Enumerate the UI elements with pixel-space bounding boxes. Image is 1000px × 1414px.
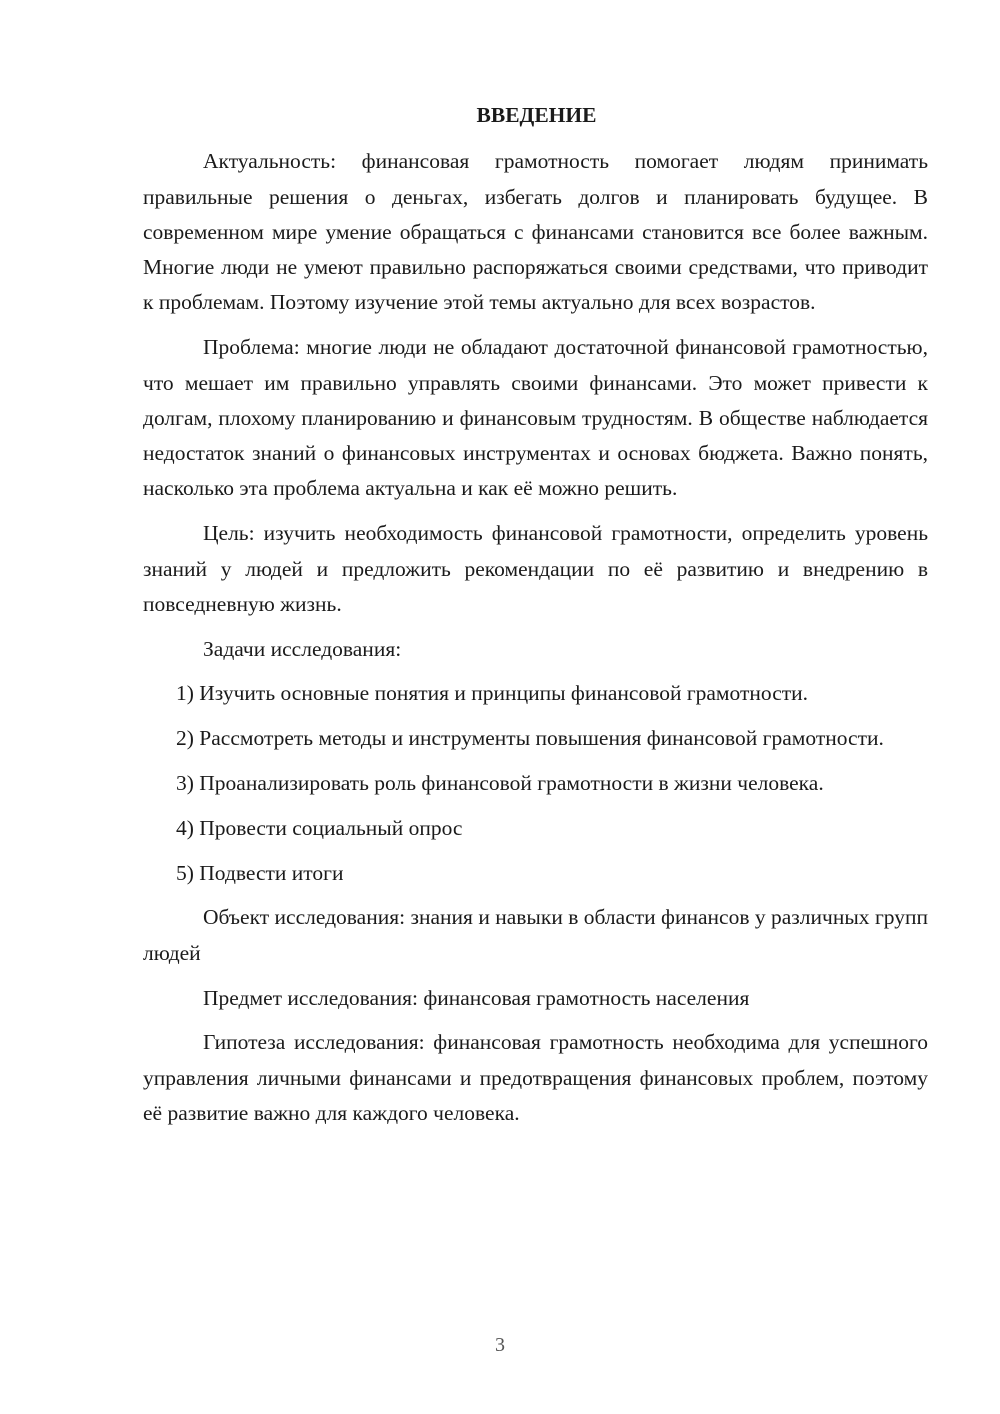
task-item-1: 1) Изучить основные понятия и принципы финансовой грамотности. — [176, 681, 809, 706]
tasks-heading: Задачи исследования: — [203, 636, 402, 661]
problem-paragraph: Проблема: многие люди не обладают достаточной финансовой грамотностью, что мешает им правильно управлять своими финансами. Это может привести к долгам, плохому планированию и финансовым трудностям. В обществе наблюдается недостаток знаний о финансовых инструментах и основах бюджета. Важно понять, насколько эта проблема актуальна и как её можно решить. — [143, 335, 928, 501]
page-number: 3 — [495, 1334, 505, 1356]
relevance-paragraph: Актуальность: финансовая грамотность помогает людям принимать правильные решения о деньгах, избегать долгов и планировать будущее. В современном мире умение обращаться с финансами становится все более важным. Многие люди не умеют правильно распоряжаться своими средствами, что приводит к проблемам. Поэтому изучение этой темы актуально для всех возрастов. — [143, 149, 928, 315]
goal-paragraph: Цель: изучить необходимость финансовой грамотности, определить уровень знаний у людей и предложить рекомендации по её развитию и внедрению в повседневную жизнь. — [143, 521, 928, 616]
hypothesis-paragraph: Гипотеза исследования: финансовая грамотность необходима для успешного управления личными финансами и предотвращения финансовых проблем, поэтому её развитие важно для каждого человека. — [143, 1030, 928, 1125]
task-item-2: 2) Рассмотреть методы и инструменты повышения финансовой грамотности. — [176, 726, 884, 751]
object-paragraph: Объект исследования: знания и навыки в области финансов у различных групп людей — [143, 905, 928, 965]
task-item-5: 5) Подвести итоги — [176, 860, 344, 885]
task-item-4: 4) Провести социальный опрос — [176, 815, 463, 840]
task-item-3: 3) Проанализировать роль финансовой грамотности в жизни человека. — [176, 771, 824, 796]
page-title: ВВЕДЕНИЕ — [476, 103, 597, 127]
subject-paragraph: Предмет исследования: финансовая грамотность населения — [203, 985, 750, 1010]
document-body — [143, 98, 928, 1131]
